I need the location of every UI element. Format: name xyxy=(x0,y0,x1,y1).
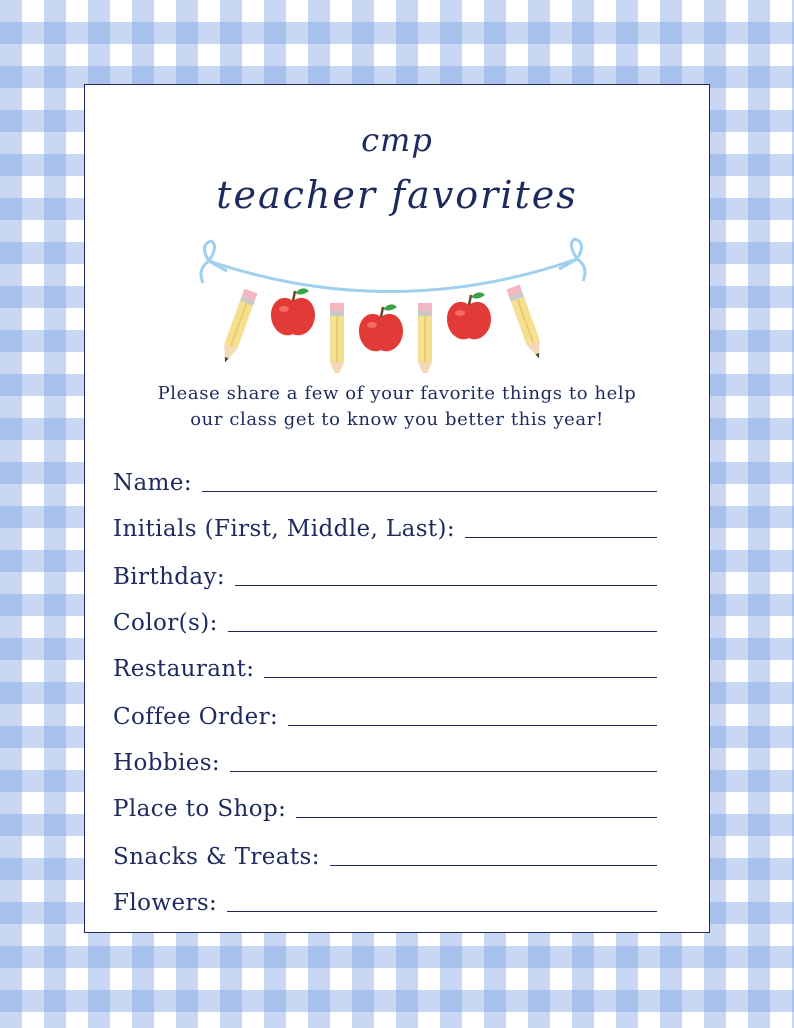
field-label: Color(s): xyxy=(113,610,218,636)
field-label: Name: xyxy=(113,470,193,496)
worksheet-card xyxy=(84,84,710,933)
field-initials xyxy=(113,509,657,543)
field-place-to-shop xyxy=(113,789,657,823)
field-colors xyxy=(113,603,657,637)
garland-illustration xyxy=(193,233,593,373)
apple-icon xyxy=(271,288,315,335)
restaurant-input-line[interactable] xyxy=(264,677,657,678)
field-label: Place to Shop: xyxy=(113,796,287,822)
colors-input-line[interactable] xyxy=(228,631,657,632)
field-birthday xyxy=(113,557,657,591)
place-to-shop-input-line[interactable] xyxy=(296,817,657,818)
apple-icon xyxy=(359,304,403,351)
title-line-1: cmp xyxy=(361,121,433,159)
apple-icon xyxy=(447,292,491,339)
intro-text xyxy=(115,381,679,433)
pencil-icon xyxy=(418,303,432,373)
hobbies-input-line[interactable] xyxy=(230,771,657,772)
field-label: Hobbies: xyxy=(113,750,221,776)
pencil-icon xyxy=(330,303,344,373)
pencil-icon xyxy=(218,289,257,365)
field-label: Snacks & Treats: xyxy=(113,844,320,870)
field-label: Flowers: xyxy=(113,890,218,916)
field-flowers xyxy=(113,883,657,917)
intro-line-2: our class get to know you better this year! xyxy=(190,409,604,430)
birthday-input-line[interactable] xyxy=(235,585,657,586)
garland-string xyxy=(209,259,577,292)
coffee-order-input-line[interactable] xyxy=(288,725,657,726)
field-restaurant xyxy=(113,649,657,683)
field-name xyxy=(113,463,657,497)
title-line-2: teacher favorites xyxy=(216,173,578,217)
pencil-icon xyxy=(506,285,545,361)
field-label: Coffee Order: xyxy=(113,704,279,730)
field-label: Initials (First, Middle, Last): xyxy=(113,516,456,542)
flowers-input-line[interactable] xyxy=(227,911,657,912)
field-label: Restaurant: xyxy=(113,656,255,682)
field-label: Birthday: xyxy=(113,564,226,590)
intro-line-1: Please share a few of your favorite things to help xyxy=(157,383,637,404)
field-coffee-order xyxy=(113,697,657,731)
field-hobbies xyxy=(113,743,657,777)
initials-input-line[interactable] xyxy=(465,537,657,538)
field-snacks-treats xyxy=(113,837,657,871)
snacks-treats-input-line[interactable] xyxy=(330,865,657,866)
name-input-line[interactable] xyxy=(202,491,657,492)
